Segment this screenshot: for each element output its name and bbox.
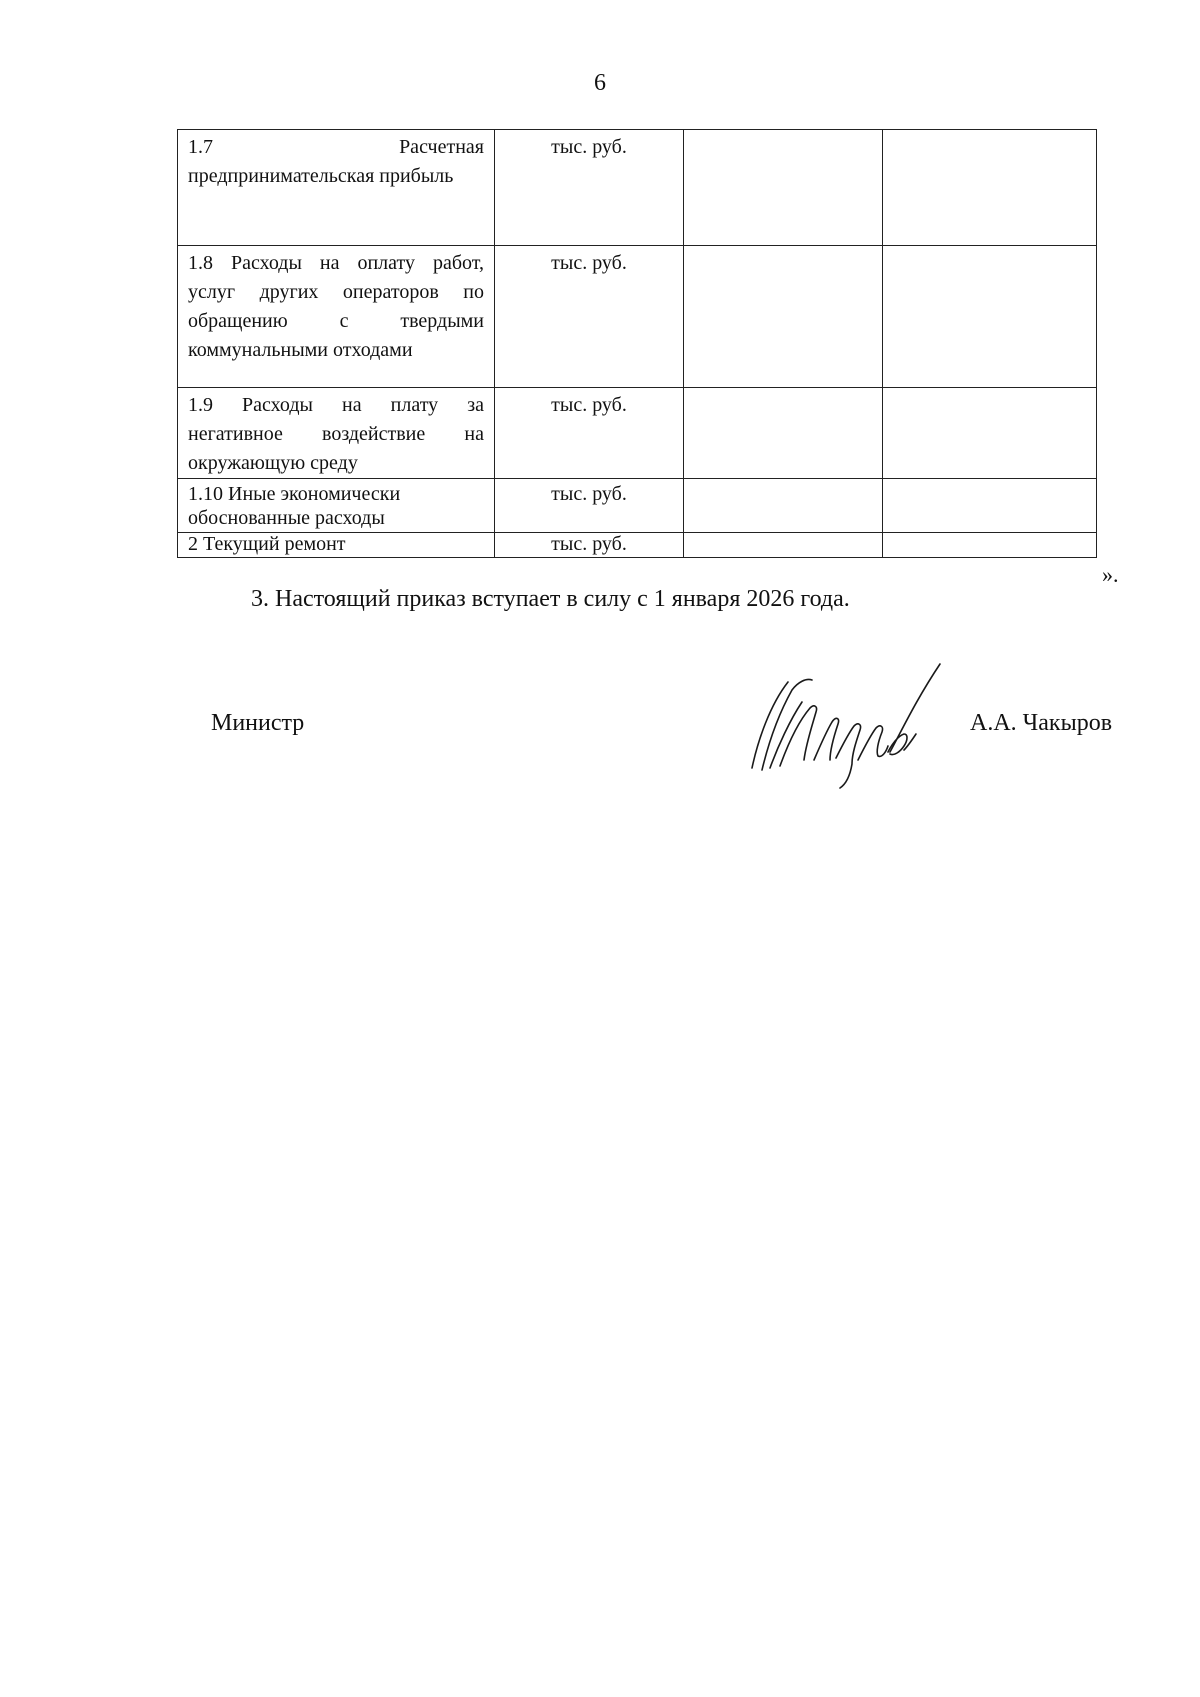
clause-3: 3. Настоящий приказ вступает в силу с 1 января 2026 года. [251,586,850,612]
row-unit: тыс. руб. [495,130,684,246]
signatory-role: Министр [211,710,305,736]
row-unit: тыс. руб. [495,388,684,479]
row-label-word: Расчетная [399,136,484,158]
table-row [178,388,1097,479]
table-row [178,130,1097,246]
row-value-cell [684,533,883,558]
row-value-cell [883,130,1097,246]
row-label: 1.10 Иные экономически обоснованные расходы [178,479,495,533]
row-value-cell [684,479,883,533]
table-row [178,479,1097,533]
row-unit: тыс. руб. [495,246,684,388]
signature-icon [740,660,950,790]
table-row [178,246,1097,388]
row-label: 1.8 Расходы на оплату работ, услуг других операторов по обращению с твердыми коммунальными отходами [178,246,495,388]
row-value-cell [883,533,1097,558]
closing-quote: ». [1102,562,1119,587]
row-label [178,130,495,246]
row-value-cell [883,479,1097,533]
row-value-cell [883,388,1097,479]
row-label-number: 1.7 [188,136,213,158]
row-label: 1.9 Расходы на плату за негативное воздействие на окружающую среду [178,388,495,479]
page-number: 6 [594,70,606,96]
row-label: 2 Текущий ремонт [178,533,495,558]
row-value-cell [684,246,883,388]
row-unit: тыс. руб. [495,533,684,558]
signatory-name: А.А. Чакыров [970,710,1113,736]
row-value-cell [684,130,883,246]
cost-table [177,129,1097,558]
row-value-cell [684,388,883,479]
row-value-cell [883,246,1097,388]
row-unit: тыс. руб. [495,479,684,533]
row-label-rest: предпринимательская прибыль [188,165,454,187]
table-row [178,533,1097,558]
